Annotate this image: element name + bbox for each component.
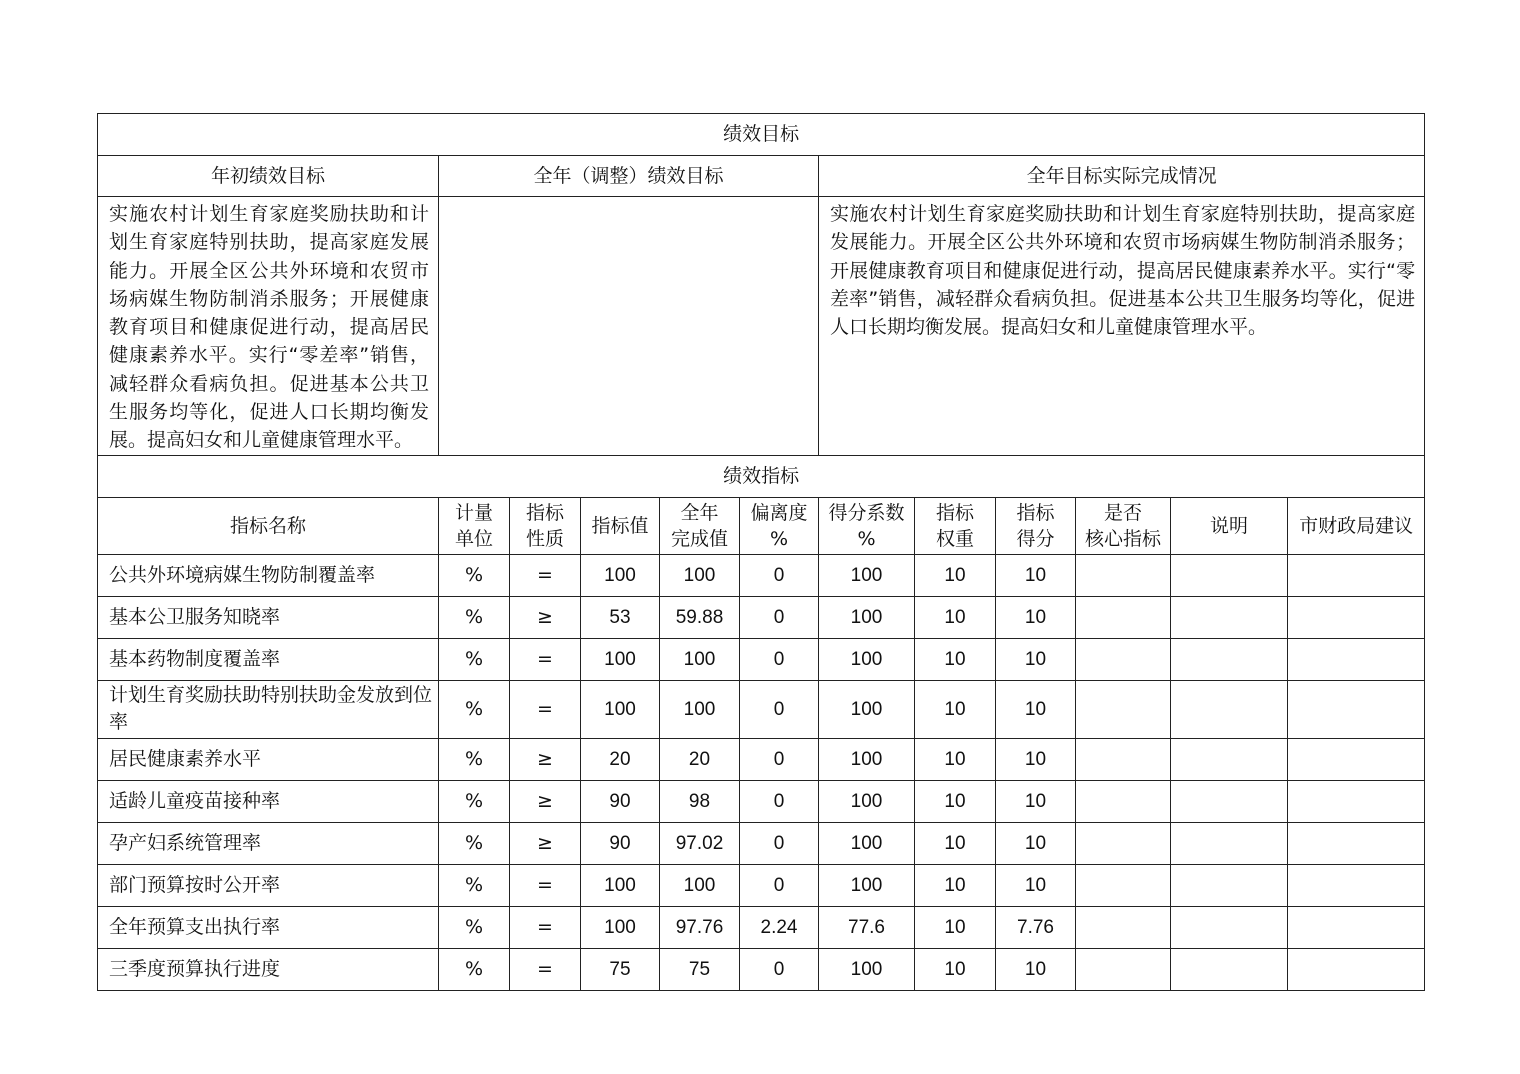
cell-finance-suggestion (1288, 780, 1425, 822)
cell-actual-value: 59.88 (660, 596, 740, 638)
cell-weight: 10 (915, 638, 996, 680)
cell-actual-value: 20 (660, 738, 740, 780)
cell-score-coefficient: 100 (819, 554, 915, 596)
cell-score: 10 (996, 780, 1076, 822)
header-unit-line: 单位 (454, 527, 493, 550)
cell-finance-suggestion (1288, 738, 1425, 780)
cell-nature: = (510, 906, 581, 948)
cell-score: 10 (996, 738, 1076, 780)
cell-weight: 10 (915, 780, 996, 822)
cell-indicator-name: 孕产妇系统管理率 (98, 822, 439, 864)
header-unit (439, 497, 510, 554)
cell-target-value: 75 (581, 948, 660, 990)
header-weight (915, 497, 996, 554)
cell-is-core (1076, 780, 1171, 822)
cell-deviation: 0 (740, 948, 819, 990)
goal-header-initial: 年初绩效目标 (98, 156, 439, 197)
header-indicator-name (98, 497, 439, 554)
cell-score: 10 (996, 596, 1076, 638)
cell-score: 7.76 (996, 906, 1076, 948)
table-row (98, 906, 1425, 948)
cell-target-value: 100 (581, 906, 660, 948)
cell-deviation: 0 (740, 822, 819, 864)
cell-score-coefficient: 100 (819, 596, 915, 638)
table-row (98, 554, 1425, 596)
header-score-line: 得分 (1016, 527, 1055, 550)
cell-target-value: 53 (581, 596, 660, 638)
cell-remark (1171, 680, 1288, 738)
cell-unit: % (439, 680, 510, 738)
table-row (98, 680, 1425, 738)
cell-finance-suggestion (1288, 638, 1425, 680)
cell-score-coefficient: 100 (819, 822, 915, 864)
cell-unit: % (439, 738, 510, 780)
goal-adjusted-text (439, 197, 819, 456)
cell-remark (1171, 596, 1288, 638)
goal-actual-text: 实施农村计划生育家庭奖励扶助和计划生育家庭特别扶助，提高家庭发展能力。开展全区公共外环境和农贸市场病媒生物防制消杀服务；开展健康教育项目和健康促进行动，提高居民健康素养水平。实行“零差率”销售，减轻群众看病负担。促进基本公共卫生服务均等化，促进人口长期均衡发展。提高妇女和儿童健康管理水平。 (819, 197, 1425, 456)
cell-target-value: 90 (581, 780, 660, 822)
cell-unit: % (439, 948, 510, 990)
cell-actual-value: 97.02 (660, 822, 740, 864)
cell-indicator-name: 全年预算支出执行率 (98, 906, 439, 948)
cell-weight: 10 (915, 738, 996, 780)
header-score (996, 497, 1076, 554)
cell-remark (1171, 906, 1288, 948)
header-is-core (1076, 497, 1171, 554)
header-score-line: 指标 (1016, 501, 1055, 524)
cell-unit: % (439, 906, 510, 948)
cell-remark (1171, 822, 1288, 864)
cell-actual-value: 100 (660, 638, 740, 680)
cell-finance-suggestion (1288, 554, 1425, 596)
header-deviation-line: 偏离度 (750, 501, 808, 524)
table-row (98, 738, 1425, 780)
cell-target-value: 100 (581, 680, 660, 738)
header-deviation (740, 497, 819, 554)
cell-unit: % (439, 638, 510, 680)
cell-deviation: 0 (740, 780, 819, 822)
table-row (98, 822, 1425, 864)
header-score-coefficient-line: % (857, 527, 876, 550)
cell-score-coefficient: 100 (819, 948, 915, 990)
header-nature (510, 497, 581, 554)
cell-deviation: 0 (740, 738, 819, 780)
cell-nature: ≥ (510, 738, 581, 780)
cell-is-core (1076, 596, 1171, 638)
header-actual-value-line: 完成值 (670, 527, 728, 550)
cell-indicator-name: 部门预算按时公开率 (98, 864, 439, 906)
cell-nature: ≥ (510, 780, 581, 822)
header-target-value (581, 497, 660, 554)
header-actual-value (660, 497, 740, 554)
goal-initial-text: 实施农村计划生育家庭奖励扶助和计划生育家庭特别扶助，提高家庭发展能力。开展全区公共外环境和农贸市场病媒生物防制消杀服务；开展健康教育项目和健康促进行动，提高居民健康素养水平。实行“零差率”销售，减轻群众看病负担。促进基本公共卫生服务均等化，促进人口长期均衡发展。提高妇女和儿童健康管理水平。 (98, 197, 439, 456)
cell-score: 10 (996, 822, 1076, 864)
cell-is-core (1076, 554, 1171, 596)
cell-is-core (1076, 948, 1171, 990)
cell-score-coefficient: 77.6 (819, 906, 915, 948)
header-is-core-line: 是否 (1103, 501, 1142, 524)
table-row (98, 596, 1425, 638)
cell-score-coefficient: 100 (819, 864, 915, 906)
cell-target-value: 90 (581, 822, 660, 864)
cell-deviation: 0 (740, 864, 819, 906)
table-row (98, 948, 1425, 990)
cell-target-value: 100 (581, 554, 660, 596)
cell-weight: 10 (915, 596, 996, 638)
cell-remark (1171, 780, 1288, 822)
cell-indicator-name: 三季度预算执行进度 (98, 948, 439, 990)
goal-header-adjusted: 全年（调整）绩效目标 (439, 156, 819, 197)
cell-nature: ≥ (510, 596, 581, 638)
cell-score: 10 (996, 948, 1076, 990)
section-title-indicators: 绩效指标 (98, 455, 1425, 497)
cell-remark (1171, 948, 1288, 990)
cell-is-core (1076, 864, 1171, 906)
header-is-core-line: 核心指标 (1084, 527, 1161, 550)
cell-weight: 10 (915, 680, 996, 738)
cell-score: 10 (996, 554, 1076, 596)
header-finance-suggestion-line: 市财政局建议 (1299, 514, 1414, 537)
header-unit-line: 计量 (454, 501, 493, 524)
header-nature-line: 性质 (525, 527, 564, 550)
cell-is-core (1076, 738, 1171, 780)
header-remark (1171, 497, 1288, 554)
cell-unit: % (439, 822, 510, 864)
cell-remark (1171, 638, 1288, 680)
cell-unit: % (439, 596, 510, 638)
goal-header-actual: 全年目标实际完成情况 (819, 156, 1425, 197)
cell-score-coefficient: 100 (819, 680, 915, 738)
cell-finance-suggestion (1288, 864, 1425, 906)
header-weight-line: 权重 (935, 527, 974, 550)
cell-actual-value: 100 (660, 680, 740, 738)
cell-nature: = (510, 638, 581, 680)
cell-is-core (1076, 906, 1171, 948)
cell-unit: % (439, 554, 510, 596)
cell-score-coefficient: 100 (819, 638, 915, 680)
cell-indicator-name: 居民健康素养水平 (98, 738, 439, 780)
header-indicator-name-line: 指标名称 (229, 514, 306, 537)
cell-actual-value: 100 (660, 554, 740, 596)
cell-deviation: 0 (740, 638, 819, 680)
cell-score-coefficient: 100 (819, 738, 915, 780)
cell-indicator-name: 基本公卫服务知晓率 (98, 596, 439, 638)
cell-actual-value: 100 (660, 864, 740, 906)
cell-score: 10 (996, 638, 1076, 680)
cell-indicator-name: 公共外环境病媒生物防制覆盖率 (98, 554, 439, 596)
cell-unit: % (439, 864, 510, 906)
cell-remark (1171, 864, 1288, 906)
cell-nature: = (510, 680, 581, 738)
cell-weight: 10 (915, 822, 996, 864)
indicator-header-row (98, 497, 1425, 554)
cell-actual-value: 75 (660, 948, 740, 990)
cell-finance-suggestion (1288, 680, 1425, 738)
cell-actual-value: 97.76 (660, 906, 740, 948)
header-score-coefficient-line: 得分系数 (828, 501, 905, 524)
cell-is-core (1076, 638, 1171, 680)
cell-weight: 10 (915, 554, 996, 596)
cell-finance-suggestion (1288, 948, 1425, 990)
cell-deviation: 2.24 (740, 906, 819, 948)
header-actual-value-line: 全年 (680, 501, 719, 524)
cell-nature: ≥ (510, 822, 581, 864)
cell-nature: = (510, 554, 581, 596)
cell-finance-suggestion (1288, 822, 1425, 864)
cell-nature: = (510, 864, 581, 906)
cell-deviation: 0 (740, 554, 819, 596)
cell-weight: 10 (915, 864, 996, 906)
table-row (98, 780, 1425, 822)
cell-score-coefficient: 100 (819, 780, 915, 822)
cell-score: 10 (996, 864, 1076, 906)
cell-remark (1171, 554, 1288, 596)
header-target-value-line: 指标值 (591, 514, 649, 537)
cell-remark (1171, 738, 1288, 780)
header-deviation-line: % (769, 527, 789, 550)
cell-indicator-name: 适龄儿童疫苗接种率 (98, 780, 439, 822)
header-score-coefficient (819, 497, 915, 554)
cell-target-value: 20 (581, 738, 660, 780)
header-nature-line: 指标 (525, 501, 564, 524)
table-row (98, 638, 1425, 680)
cell-is-core (1076, 822, 1171, 864)
cell-actual-value: 98 (660, 780, 740, 822)
table-row (98, 864, 1425, 906)
cell-unit: % (439, 780, 510, 822)
section-title-goals: 绩效目标 (98, 114, 1425, 156)
cell-indicator-name: 计划生育奖励扶助特别扶助金发放到位率 (98, 680, 439, 738)
cell-weight: 10 (915, 948, 996, 990)
header-weight-line: 指标 (935, 501, 974, 524)
cell-deviation: 0 (740, 596, 819, 638)
cell-target-value: 100 (581, 864, 660, 906)
cell-target-value: 100 (581, 638, 660, 680)
cell-score: 10 (996, 680, 1076, 738)
cell-deviation: 0 (740, 680, 819, 738)
cell-finance-suggestion (1288, 906, 1425, 948)
header-remark-line: 说明 (1209, 514, 1248, 537)
cell-is-core (1076, 680, 1171, 738)
cell-indicator-name: 基本药物制度覆盖率 (98, 638, 439, 680)
cell-nature: = (510, 948, 581, 990)
performance-table (97, 113, 1425, 991)
cell-weight: 10 (915, 906, 996, 948)
cell-finance-suggestion (1288, 596, 1425, 638)
header-finance-suggestion (1288, 497, 1425, 554)
